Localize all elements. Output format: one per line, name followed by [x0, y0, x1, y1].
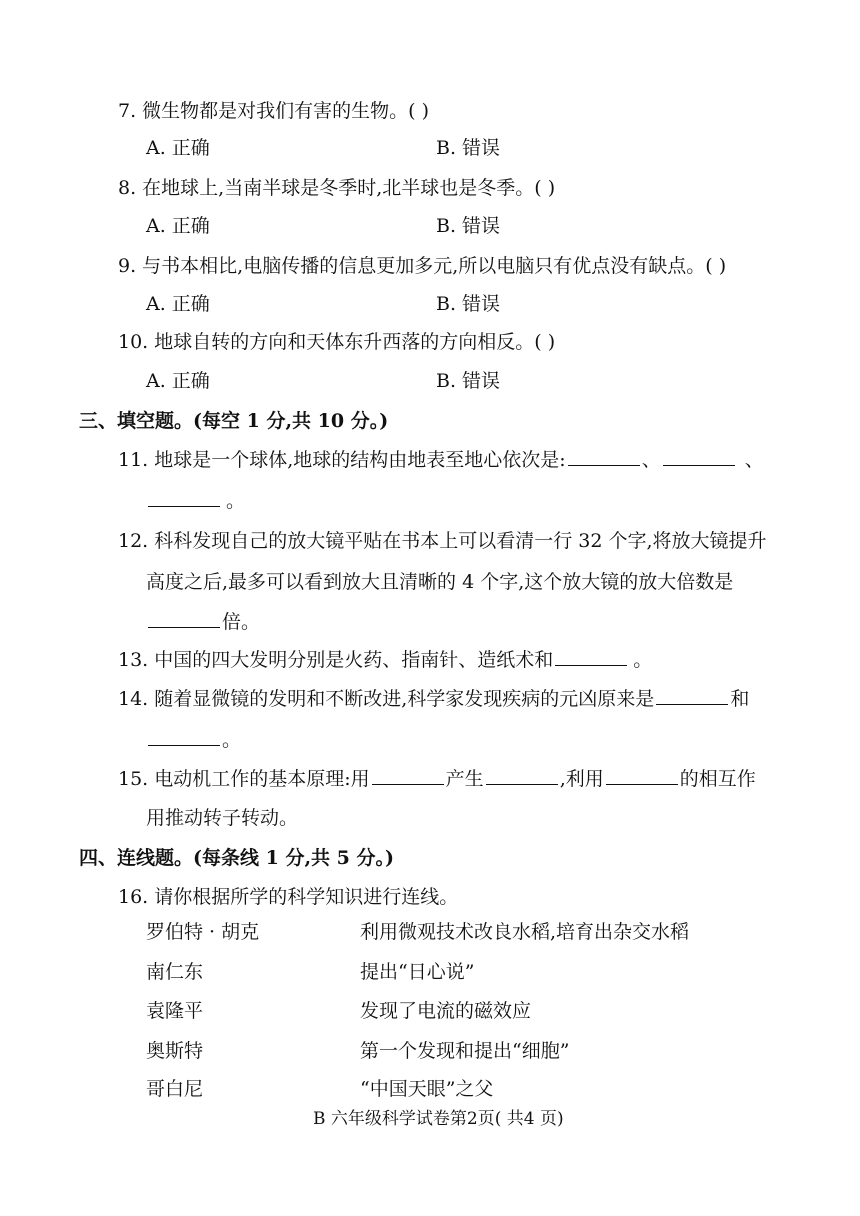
- blank[interactable]: [656, 686, 728, 705]
- question-15-line2: 用推动转子转动。: [146, 807, 299, 829]
- q14-end: 。: [222, 729, 242, 751]
- q15-c: ,利用: [559, 768, 604, 790]
- q11-text: 11. 地球是一个球体,地球的结构由地表至地心依次是:: [118, 449, 566, 471]
- left-item[interactable]: 南仁东: [146, 961, 204, 983]
- blank[interactable]: [486, 766, 558, 785]
- right-item[interactable]: 提出“日心说”: [360, 961, 475, 983]
- blank[interactable]: [555, 647, 627, 666]
- section-4-title: 四、连线题。(每条线 1 分,共 5 分。): [79, 847, 394, 869]
- q12-end: 倍。: [222, 611, 261, 633]
- question-7: 7. 微生物都是对我们有害的生物。( ): [118, 100, 430, 122]
- blank[interactable]: [372, 766, 444, 785]
- question-15: [118, 766, 756, 791]
- q15-b: 产生: [445, 768, 484, 790]
- question-11-line2: [146, 488, 245, 513]
- blank[interactable]: [148, 727, 220, 746]
- question-14: [118, 686, 749, 711]
- right-item[interactable]: “中国天眼”之父: [360, 1078, 494, 1100]
- q10-option-b: B. 错误: [436, 370, 501, 392]
- q13-end: 。: [633, 649, 653, 671]
- question-16: 16. 请你根据所学的科学知识进行连线。: [118, 886, 459, 908]
- blank[interactable]: [148, 609, 220, 628]
- q15-d: 的相互作: [679, 768, 756, 790]
- right-item[interactable]: 利用微观技术改良水稻,培育出杂交水稻: [360, 921, 690, 943]
- left-item[interactable]: 奥斯特: [146, 1040, 204, 1062]
- blank[interactable]: [663, 447, 735, 466]
- q8-option-a: A. 正确: [146, 215, 210, 237]
- q7-option-a: A. 正确: [146, 137, 210, 159]
- question-13: [118, 647, 652, 672]
- separator: 、: [641, 449, 661, 471]
- question-9: 9. 与书本相比,电脑传播的信息更加多元,所以电脑只有优点没有缺点。( ): [118, 255, 727, 277]
- question-8: 8. 在地球上,当南半球是冬季时,北半球也是冬季。( ): [118, 177, 556, 199]
- q11-end: 。: [226, 490, 246, 512]
- left-item[interactable]: 袁隆平: [146, 1000, 204, 1022]
- q8-option-b: B. 错误: [436, 215, 501, 237]
- question-11: [118, 447, 764, 472]
- blank[interactable]: [568, 447, 640, 466]
- question-14-line2: [146, 727, 241, 752]
- q14-text: 14. 随着显微镜的发明和不断改进,科学家发现疾病的元凶原来是: [118, 688, 655, 710]
- q9-option-b: B. 错误: [436, 293, 501, 315]
- blank[interactable]: [148, 488, 220, 507]
- q14-and: 和: [730, 688, 750, 710]
- q15-a: 15. 电动机工作的基本原理:用: [118, 768, 370, 790]
- separator: 、: [744, 449, 764, 471]
- q13-text: 13. 中国的四大发明分别是火药、指南针、造纸术和: [118, 649, 554, 671]
- section-3-title: 三、填空题。(每空 1 分,共 10 分。): [79, 410, 389, 432]
- question-12-line1: 12. 科科发现自己的放大镜平贴在书本上可以看清一行 32 个字,将放大镜提升: [118, 530, 767, 552]
- right-item[interactable]: 第一个发现和提出“细胞”: [360, 1040, 570, 1062]
- page-footer: B 六年级科学试卷第2页( 共4 页): [313, 1109, 564, 1129]
- left-item[interactable]: 哥白尼: [146, 1078, 204, 1100]
- q10-option-a: A. 正确: [146, 370, 210, 392]
- question-10: 10. 地球自转的方向和天体东升西落的方向相反。( ): [118, 331, 556, 353]
- q7-option-b: B. 错误: [436, 137, 501, 159]
- q9-option-a: A. 正确: [146, 293, 210, 315]
- question-12-line2: 高度之后,最多可以看到放大且清晰的 4 个字,这个放大镜的放大倍数是: [146, 571, 734, 593]
- left-item[interactable]: 罗伯特 · 胡克: [146, 921, 260, 943]
- right-item[interactable]: 发现了电流的磁效应: [360, 1000, 532, 1022]
- question-12-line3: [146, 609, 260, 634]
- blank[interactable]: [606, 766, 678, 785]
